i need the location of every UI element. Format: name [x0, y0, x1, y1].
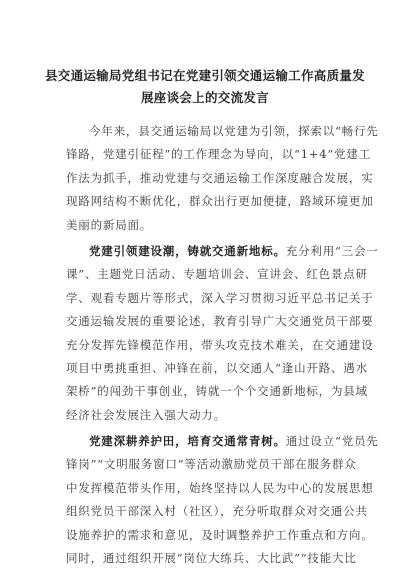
paragraph-3-line: 设施养护的需求和意见，及时调整养护工作重点和方向。	[66, 527, 374, 542]
paragraph-2-line: 交通运输发展的重要论述，教育引导广大交通党员干部要	[66, 314, 374, 329]
document-body	[66, 120, 379, 570]
paragraph-3-line: 锋岗”“文明服务窗口”等活动激励党员干部在服务群众	[66, 457, 357, 472]
paragraph-1-line: 现路网结构不断优化，群众出行更加便捷，路域环境更加	[66, 194, 374, 209]
paragraph-3-line: 同时，通过组织开展“岗位大练兵、大比武”“技能大比	[66, 551, 357, 566]
paragraph-1-line: 作法为抓手，推动党建与交通运输工作深度融合发展，实	[66, 170, 374, 185]
paragraph-3-first-line	[66, 430, 379, 453]
paragraph-1-line: 美丽的新局面。	[66, 217, 153, 232]
paragraph-3-line: 组织党员干部深入村（社区），充分听取群众对交通公共	[66, 504, 368, 519]
paragraph-1-line: 今年来，县交通运输局以党建为引领，探索以“畅行先	[89, 124, 379, 138]
paragraph-2-heading: 党建引领建设潮，铸就交通新地标。	[89, 243, 286, 258]
paragraph-3-heading: 党建深耕养护田，培育交通常青树。	[89, 434, 286, 449]
document-title-line-2: 展座谈会上的交流发言	[140, 90, 269, 105]
paragraph-1-line: 锋路，党建引征程”的工作理念为导向，以“1+4”党建工	[66, 147, 372, 162]
document-title-line-1: 县交通运输局党组书记在党建引领交通运输工作高质量发	[44, 68, 365, 83]
paragraph-2-line: 经济社会发展注入强大动力。	[66, 407, 226, 422]
paragraph-2-text: 充分利用“三会一	[285, 243, 379, 258]
paragraph-2-line: 课”、主题党日活动、专题培训会、宣讲会、红色景点研	[66, 267, 368, 282]
paragraph-2-line: 项目中勇挑重担、冲锋在前，以交通人“逢山开路、遇水	[66, 360, 368, 375]
paragraph-2-line: 架桥”的闯劲干事创业，铸就一个个交通新地标，为县域	[66, 384, 368, 399]
paragraph-2-line: 学、观看专题片等形式，深入学习贯彻习近平总书记关于	[66, 290, 374, 305]
paragraph-2-line: 充分发挥先锋模范作用，带头攻克技术难关，在交通建设	[66, 337, 374, 352]
paragraph-3-line: 中发挥模范带头作用，始终坚持以人民为中心的发展思想	[66, 480, 374, 495]
paragraph-2-first-line	[66, 240, 379, 263]
paragraph-3-text: 通过设立“党员先	[285, 434, 379, 449]
